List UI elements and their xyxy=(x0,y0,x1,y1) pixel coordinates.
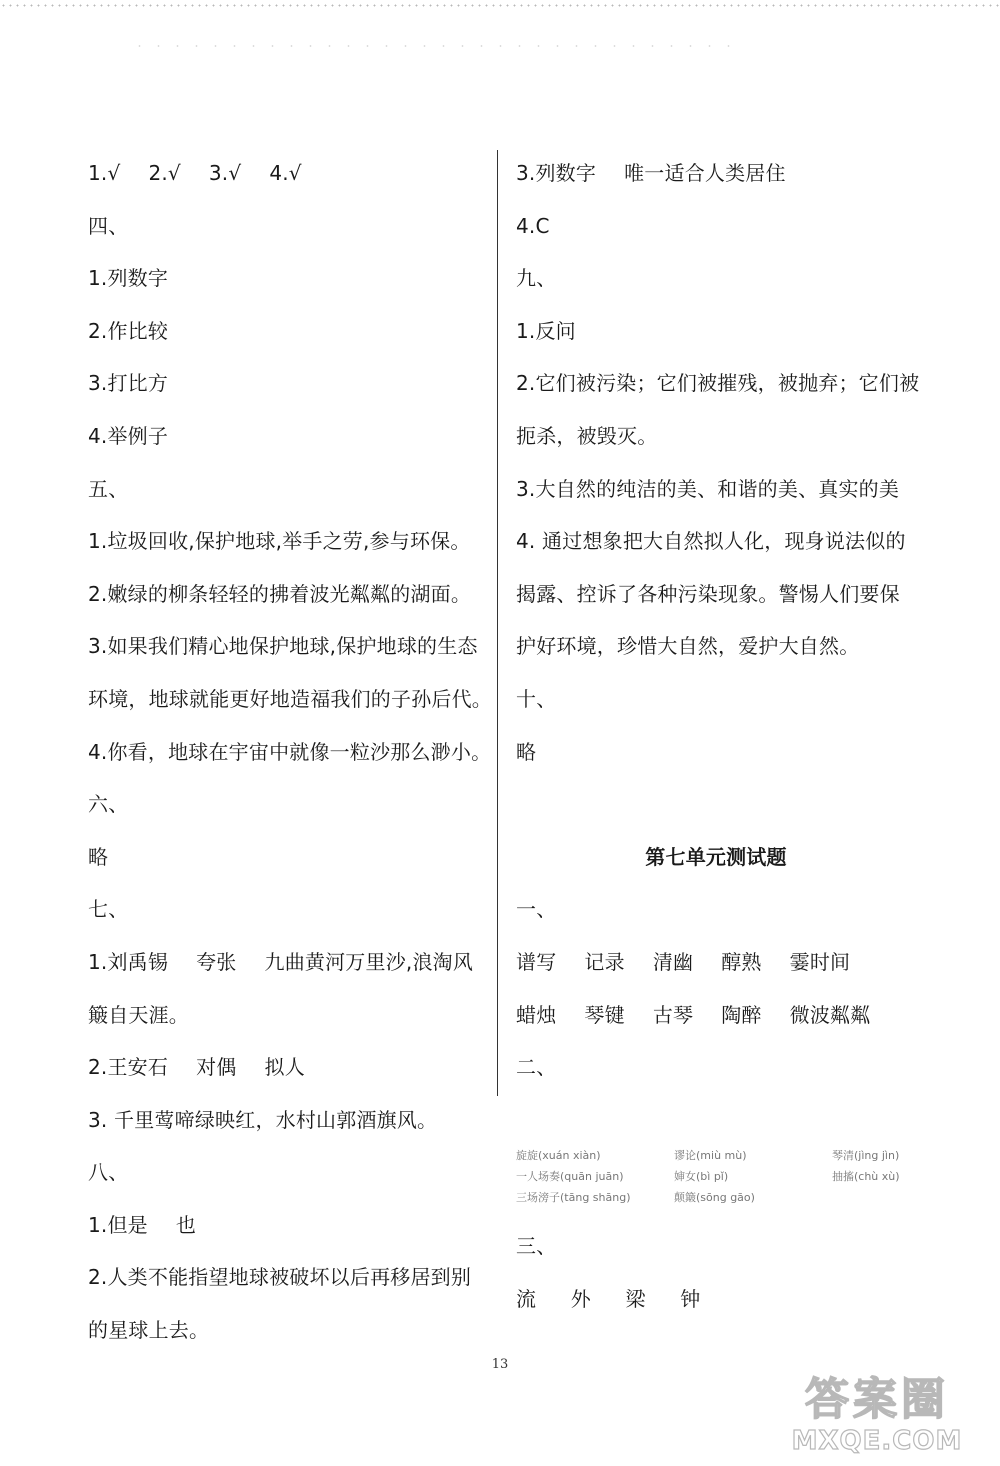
answer-item: 夸张 xyxy=(196,949,237,974)
answer-item: 霎时间 xyxy=(789,949,851,974)
watermark-logo xyxy=(768,1374,986,1458)
pinyin-item xyxy=(832,1187,952,1208)
answer-line: 略 xyxy=(516,739,537,764)
answer-line: 2.它们被污染；它们被摧残，被抛弃；它们被 xyxy=(516,371,920,396)
answer-line: 护好环境，珍惜大自然，爱护大自然。 xyxy=(516,634,860,659)
pinyin-item: 三场滂子(tāng shāng) xyxy=(516,1191,631,1204)
answer-item: 3.列数字 xyxy=(516,161,597,185)
answer-line: 4. 通过想象把大自然拟人化，现身说法似的 xyxy=(516,529,906,554)
answer-item: 记录 xyxy=(584,949,625,974)
answer-line: 四、 xyxy=(88,213,129,238)
answer-line xyxy=(88,1202,488,1255)
answer-line: 1.列数字 xyxy=(88,266,169,291)
answer-item: 外 xyxy=(570,1286,591,1311)
pinyin-row xyxy=(516,1145,946,1166)
answer-line xyxy=(88,150,488,203)
scan-noise xyxy=(130,42,730,52)
answer-line: 扼杀，被毁灭。 xyxy=(516,423,658,448)
answer-line: 五、 xyxy=(88,476,129,501)
answer-line: 六、 xyxy=(88,792,129,817)
answer-line xyxy=(516,150,916,203)
answer-line xyxy=(516,992,916,1045)
section-title: 第七单元测试题 xyxy=(645,844,787,869)
section-three xyxy=(516,1223,916,1328)
answer-item: 1.但是 xyxy=(88,1212,148,1237)
pinyin-item: 抽搐(chù xù) xyxy=(832,1170,900,1183)
answer-item: 2.王安石 xyxy=(88,1055,169,1080)
answer-item: 蜡烛 xyxy=(516,1002,557,1027)
answer-line: 一、 xyxy=(516,897,557,922)
scan-border-dots xyxy=(0,4,1000,7)
pinyin-item: 谬论(miù mù) xyxy=(674,1149,747,1162)
watermark-title: 答案圈 xyxy=(805,1374,949,1425)
answer-item: 唯一适合人类居住 xyxy=(624,161,786,185)
answer-line: 七、 xyxy=(88,897,129,922)
pinyin-item: 婶女(bì pǐ) xyxy=(674,1170,729,1183)
pinyin-row xyxy=(516,1187,946,1208)
answer-line: 2.人类不能指望地球被破坏以后再移居到别 xyxy=(88,1265,472,1290)
answer-line: 的星球上去。 xyxy=(88,1318,210,1343)
answer-line: 九、 xyxy=(516,266,557,291)
answer-item: 拟人 xyxy=(264,1055,305,1080)
answer-item: 4.√ xyxy=(269,161,302,185)
answer-line: 4.C xyxy=(516,213,550,238)
answer-item: 清幽 xyxy=(652,949,694,974)
answer-item: 钟 xyxy=(680,1286,701,1311)
answer-item: 2.√ xyxy=(148,161,181,185)
section-three-heading: 三、 xyxy=(516,1234,557,1258)
page-number: 13 xyxy=(491,1357,509,1372)
answer-item: 微波粼粼 xyxy=(789,1002,871,1027)
left-column xyxy=(88,150,492,1360)
pinyin-row xyxy=(516,1166,946,1187)
answer-line: 十、 xyxy=(516,686,557,711)
pinyin-item: 琴清(jìng jìn) xyxy=(832,1149,900,1162)
watermark-url: MXQE.COM xyxy=(791,1426,963,1456)
answer-item: 也 xyxy=(175,1212,197,1237)
answer-item: 陶醉 xyxy=(721,1002,762,1027)
answer-line: 八、 xyxy=(88,1160,129,1185)
answer-item: 流 xyxy=(516,1286,537,1311)
column-divider xyxy=(497,150,498,1096)
answer-line: 环境，地球就能更好地造福我们的子孙后代。 xyxy=(88,686,492,711)
answer-line: 3. 千里莺啼绿映红，水村山郭酒旗风。 xyxy=(88,1107,438,1132)
answer-line xyxy=(516,781,916,834)
answer-item: 古琴 xyxy=(652,1002,694,1027)
right-column xyxy=(516,150,920,1097)
answer-item: 对偶 xyxy=(196,1055,237,1080)
pinyin-item: 一人场奏(quān juān) xyxy=(516,1170,624,1183)
answer-line: 1.垃圾回收,保护地球,举手之劳,参与环保。 xyxy=(88,529,471,554)
answer-line: 1.反问 xyxy=(516,318,576,343)
answer-item: 醇熟 xyxy=(721,949,762,974)
answer-line: 2.作比较 xyxy=(88,318,169,343)
pinyin-choices xyxy=(516,1145,946,1225)
answer-item: 1.刘禹锡 xyxy=(88,949,169,974)
answer-line: 3.大自然的纯洁的美、和谐的美、真实的美 xyxy=(516,476,900,501)
section-three-answers xyxy=(516,1276,916,1329)
answer-line xyxy=(88,939,488,992)
pinyin-item: 旋旋(xuán xiàn) xyxy=(516,1149,601,1162)
answer-line: 4.你看，地球在宇宙中就像一粒沙那么渺小。 xyxy=(88,739,492,764)
answer-item: 九曲黄河万里沙,浪淘风 xyxy=(264,949,474,974)
answer-item: 3.√ xyxy=(208,161,242,185)
answer-line: 揭露、控诉了各种污染现象。警惕人们要保 xyxy=(516,581,900,606)
answer-line: 簸自天涯。 xyxy=(88,1002,189,1027)
answer-line: 3.如果我们精心地保护地球,保护地球的生态 xyxy=(88,634,478,659)
answer-item: 谱写 xyxy=(516,949,557,974)
answer-item: 梁 xyxy=(625,1286,646,1311)
answer-line xyxy=(516,939,916,992)
answer-item: 琴键 xyxy=(584,1002,625,1027)
answer-line: 2.嫩绿的柳条轻轻的拂着波光粼粼的湖面。 xyxy=(88,581,472,606)
pinyin-item: 颠簸(sōng gāo) xyxy=(674,1191,755,1204)
answer-line: 略 xyxy=(88,844,109,869)
answer-line: 4.举例子 xyxy=(88,423,169,448)
answer-item: 1.√ xyxy=(88,161,121,185)
answer-line: 3.打比方 xyxy=(88,371,169,396)
answer-line xyxy=(88,1044,488,1097)
answer-line: 二、 xyxy=(516,1055,557,1080)
